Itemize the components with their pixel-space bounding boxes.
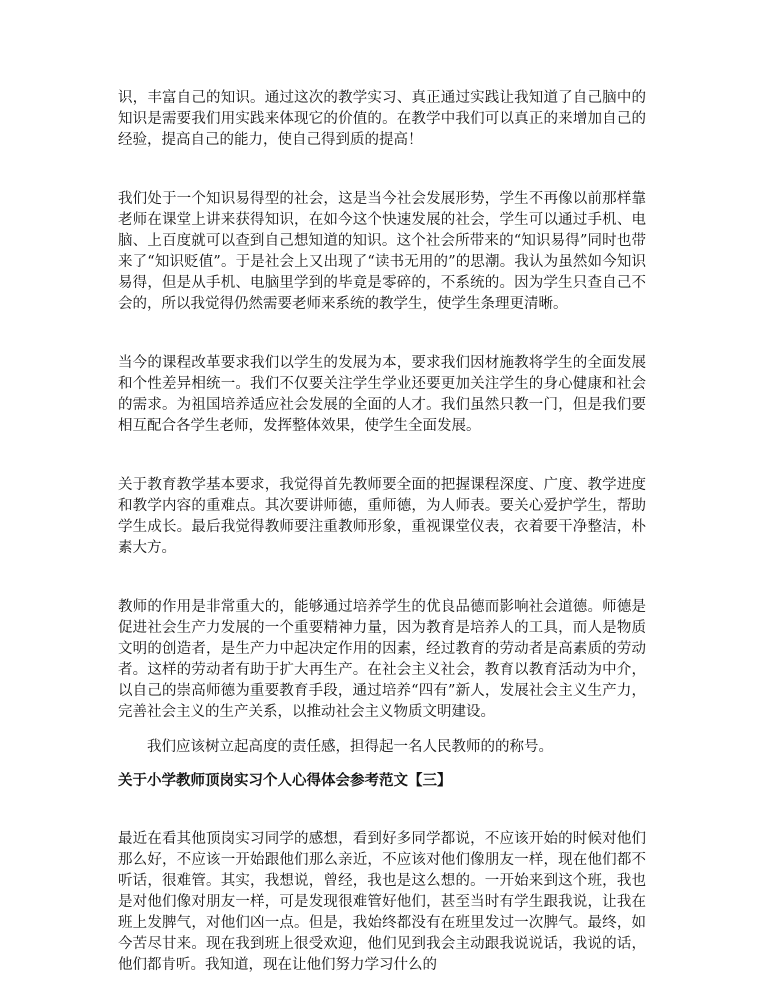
section-heading: 关于小学教师顶岗实习个人心得体会参考范文【三】 xyxy=(118,772,452,789)
paragraph-4: 关于教育教学基本要求，我觉得首先教师要全面的把握课程深度、广度、教学进度和教学内容的重难点。其次要讲师德，重师德，为人师表。要关心爱护学生，帮助学生成长。最后我觉得教师要注重教师形象，重视课堂仪表，衣着要干净整洁，朴素大方。 xyxy=(118,477,646,556)
paragraph-5: 教师的作用是非常重大的，能够通过培养学生的优良品德而影响社会道德。师德是促进社会生产力发展的一个重要精神力量，因为教育是培养人的工具，而人是物质文明的创造者，是生产力中起决定作用的因素，经过教育的劳动者是高素质的劳动者。这样的劳动者有助于扩大再生产。在社会主义社会，教育以教育活动为中介，以自己的崇高师德为重要教育手段，通过培养“四有”新人，发展社会主义生产力，完善社会主义的生产关系，以推动社会主义物质文明建设。 xyxy=(118,599,646,720)
paragraph-7: 最近在看其他顶岗实习同学的感想，看到好多同学都说，不应该开始的时候对他们那么好，不应该一开始跟他们那么亲近，不应该对他们像朋友一样，现在他们都不听话，很难管。其实，我想说，曾经，我也是这么想的。一开始来到这个班，我也是对他们像对朋友一样，可是发现很难管好他们，甚至当时有学生跟我说，让我在班上发脾气，对他们凶一点。但是，我始终都没有在班里发过一次脾气。最终，如今苦尽甘来。现在我到班上很受欢迎，他们见到我会主动跟我说说话，我说的话，他们都肯听。我知道，现在让他们努力学习什么的 xyxy=(118,831,646,973)
paragraph-2: 我们处于一个知识易得型的社会，这是当今社会发展形势，学生不再像以前那样靠老师在课堂上讲来获得知识，在如今这个快速发展的社会，学生可以通过手机、电脑、上百度就可以查到自己想知道的知识。这个社会所带来的“知识易得”同时也带来了“知识贬值”。于是社会上又出现了“读书无用的”的思潮。我认为虽然如今知识易得，但是从手机、电脑里学到的毕竟是零碎的，不系统的。因为学生只查自己不会的，所以我觉得仍然需要老师来系统的教学生，使学生条理更清晰。 xyxy=(118,191,646,312)
paragraph-1: 识，丰富自己的知识。通过这次的教学实习、真正通过实践让我知道了自己脑中的知识是需要我们用实践来体现它的价值的。在教学中我们可以真正的来增加自己的经验，提高自己的能力，使自己得到质的提高！ xyxy=(118,90,646,148)
paragraph-3: 当今的课程改革要求我们以学生的发展为本，要求我们因材施教将学生的全面发展和个性差异相统一。我们不仅要关注学生学业还要更加关注学生的身心健康和社会的需求。为祖国培养适应社会发展的全面的人才。我们虽然只教一门，但是我们要相互配合各学生老师，发挥整体效果，使学生全面发展。 xyxy=(118,355,646,434)
document-page xyxy=(118,88,646,976)
paragraph-6: 我们应该树立起高度的责任感，担得起一名人民教师的的称号。 xyxy=(147,739,553,755)
